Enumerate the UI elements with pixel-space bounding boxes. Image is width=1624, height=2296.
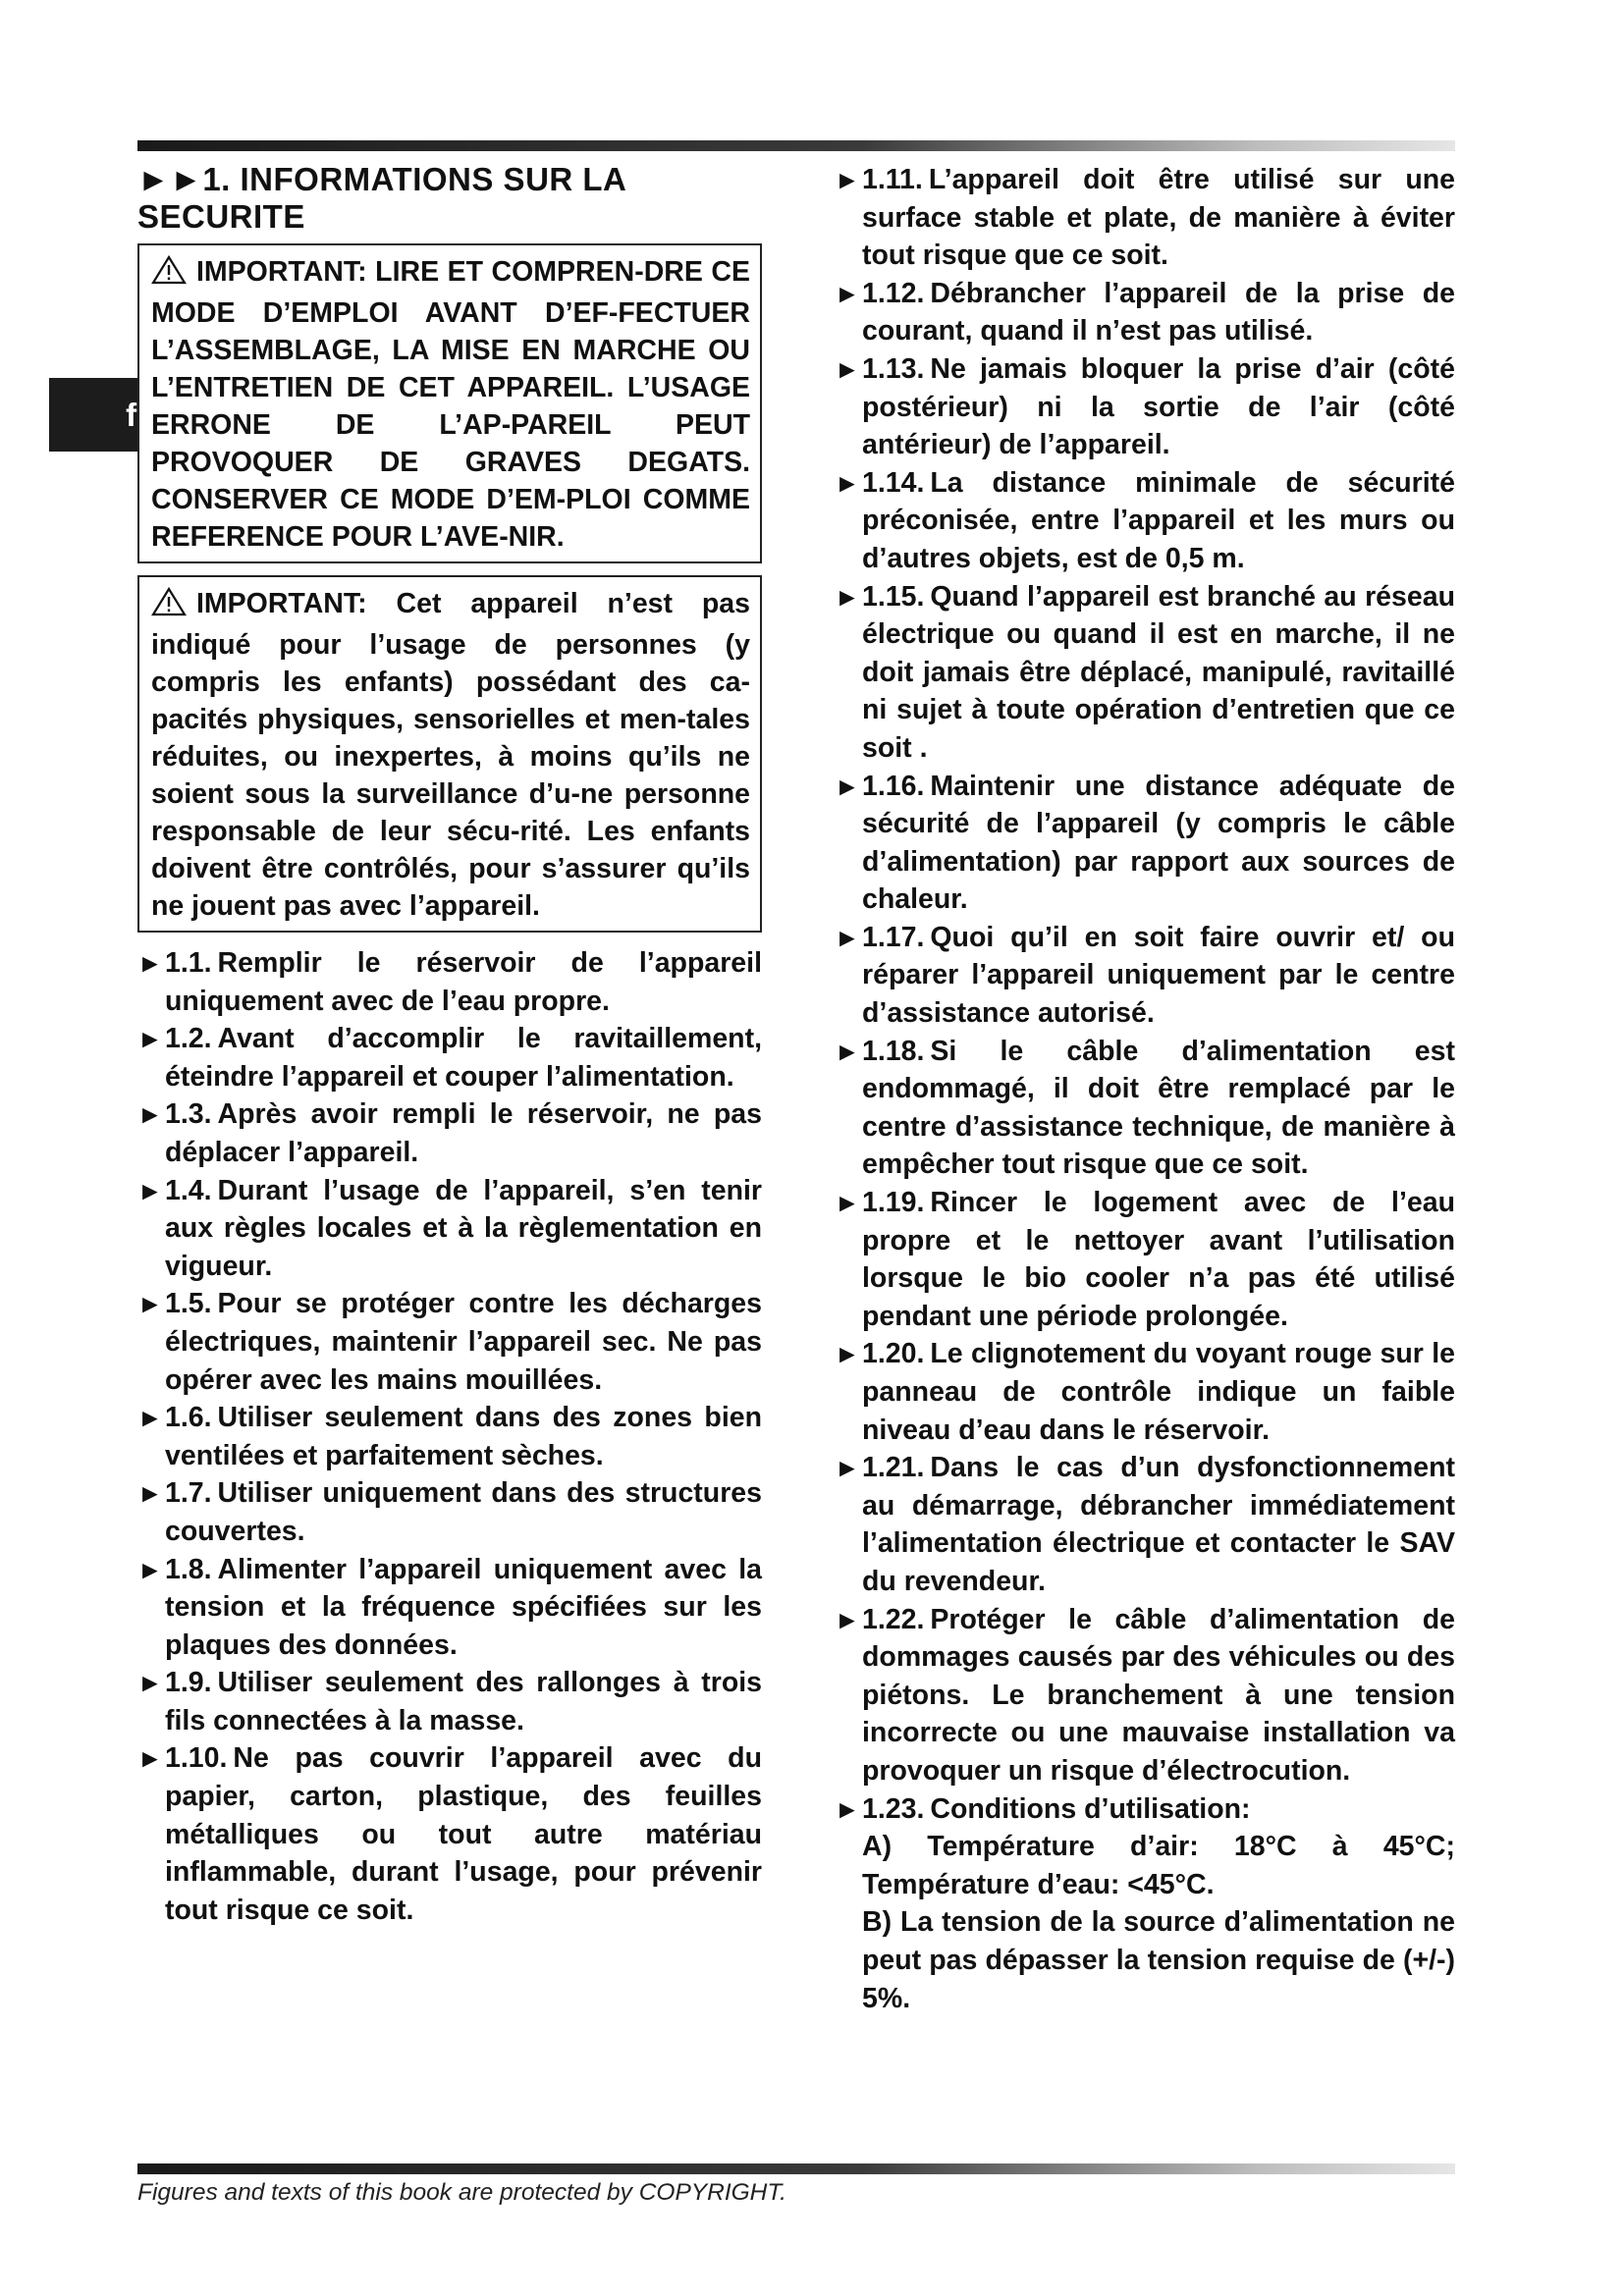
bullet-arrow-icon: ► (835, 165, 860, 194)
item-number: 1.14. (862, 466, 925, 499)
item-number: 1.10. (165, 1742, 228, 1775)
copyright-footer: Figures and texts of this book are protected by COPYRIGHT. (137, 2179, 786, 2206)
safety-item (835, 161, 1455, 275)
bottom-rule (137, 2163, 1455, 2174)
item-number: 1.17. (862, 921, 925, 953)
language-tab (49, 378, 149, 452)
bullet-arrow-icon: ► (137, 1743, 163, 1774)
bullet-arrow-icon: ► (835, 1036, 860, 1066)
bullet-arrow-icon: ► (835, 467, 860, 498)
item-text: Débrancher l’appareil de la prise de courant, quand il n’est pas utilisé. (862, 277, 1455, 347)
heading-arrows: ►► (137, 161, 203, 197)
safety-item (137, 1474, 762, 1550)
safety-item (137, 1399, 762, 1474)
item-number: 1.9. (165, 1667, 212, 1699)
warning-1-label: IMPORTANT: (196, 256, 367, 288)
safety-item (137, 1095, 762, 1171)
item-text: Maintenir une distance adéquate de sécurité de l’appareil (y compris le câble d’alimentation) par rapport aux sources de chaleur. (862, 770, 1455, 916)
item-text: La distance minimale de sécurité préconisée, entre l’appareil et les murs ou d’autres objets, est de 0,5 m. (862, 466, 1455, 574)
right-column (835, 161, 1455, 2017)
safety-item (835, 275, 1455, 350)
safety-item (835, 1033, 1455, 1184)
language-tab-label: fr (126, 396, 149, 433)
safety-item (137, 1664, 762, 1739)
condition-a: A) Température d’air: 18°C à 45°C; Température d’eau: <45°C. (862, 1831, 1455, 1900)
bullet-arrow-icon: ► (137, 948, 163, 978)
safety-item (835, 464, 1455, 578)
item-number: 1.11. (862, 164, 923, 195)
safety-item (835, 1184, 1455, 1335)
bullet-arrow-icon: ► (835, 1604, 860, 1634)
item-text: Utiliser uniquement dans des structures couvertes. (165, 1477, 762, 1547)
item-number: 1.2. (165, 1023, 212, 1055)
item-text: Si le câble d’alimentation est endommagé, il doit être remplacé par le centre d’assistance technique, de manière à empêcher tout risque que ce soit. (862, 1035, 1455, 1181)
bullet-arrow-icon: ► (835, 353, 860, 384)
item-number: 1.19. (862, 1187, 925, 1219)
bullet-arrow-icon: ► (835, 1339, 860, 1369)
warning-2-label: IMPORTANT: (196, 588, 367, 619)
safety-item (835, 1449, 1455, 1600)
bullet-arrow-icon: ► (137, 1175, 163, 1205)
bullet-arrow-icon: ► (137, 1289, 163, 1319)
safety-item (137, 1172, 762, 1286)
condition-b: B) La tension de la source d’alimentation ne peut pas dépasser la tension requise de (+/-) 5%. (862, 1906, 1455, 2014)
item-text: Conditions d’utilisation: (930, 1792, 1251, 1825)
heading-title-line2: SECURITE (137, 198, 305, 235)
safety-item (137, 1020, 762, 1095)
section-heading (137, 161, 762, 236)
item-text: Protéger le câble d’alimentation de dommages causés par des véhicules ou des piétons. Le branchement à une tension incorrecte ou une mauvaise installation va provoquer un risque d’électrocution. (862, 1603, 1455, 1787)
top-rule (137, 140, 1455, 151)
item-number: 1.23. (862, 1792, 925, 1825)
item-number: 1.22. (862, 1603, 925, 1635)
safety-item (835, 578, 1455, 768)
item-number: 1.16. (862, 770, 925, 802)
warning-2-text: Cet appareil n’est pas indiqué pour l’usage de personnes (y compris les enfants) possédant des ca-pacités physiques, sensorielles et men-tales réduites, ou inexpertes, à moins qu’ils ne soient sous la surveillance d’u-ne personne responsable de leur sécu-rité. Les enfants doivent être contrôlés, pour s’assurer qu’ils ne jouent pas avec l’appareil. (151, 588, 751, 922)
item-number: 1.7. (165, 1477, 212, 1510)
heading-title-line1: 1. INFORMATIONS SUR LA (202, 161, 627, 197)
item-text: Durant l’usage de l’appareil, s’en tenir aux règles locales et à la règlementation en vigueur. (165, 1174, 762, 1282)
item-text: Utiliser seulement dans des zones bien ventilées et parfaitement sèches. (165, 1402, 762, 1471)
warning-box-1 (137, 243, 762, 563)
bullet-arrow-icon: ► (137, 1099, 163, 1130)
bullet-arrow-icon: ► (835, 922, 860, 952)
bullet-arrow-icon: ► (835, 278, 860, 308)
item-number: 1.18. (862, 1035, 925, 1067)
item-text: Remplir le réservoir de l’appareil uniquement avec de l’eau propre. (165, 947, 762, 1017)
warning-triangle-icon (151, 587, 187, 626)
item-number: 1.20. (862, 1338, 925, 1370)
warning-box-2 (137, 575, 762, 933)
bullet-arrow-icon: ► (137, 1478, 163, 1509)
safety-item (835, 768, 1455, 919)
item-number: 1.5. (165, 1288, 212, 1320)
item-text: Avant d’accomplir le ravitaillement, éteindre l’appareil et couper l’alimentation. (165, 1023, 762, 1093)
bullet-arrow-icon: ► (835, 1188, 860, 1218)
bullet-arrow-icon: ► (835, 771, 860, 801)
item-text: Rincer le logement avec de l’eau propre et le nettoyer avant l’utilisation lorsque le bio cooler n’a pas été utilisé pendant une période prolongée. (862, 1187, 1455, 1332)
warning-triangle-icon (151, 255, 187, 294)
left-column (137, 161, 762, 1929)
item-text: Utiliser seulement des rallonges à trois fils connectées à la masse. (165, 1667, 762, 1736)
item-text: Après avoir rempli le réservoir, ne pas déplacer l’appareil. (165, 1098, 762, 1168)
item-number: 1.21. (862, 1452, 925, 1484)
safety-item (137, 944, 762, 1020)
bullet-arrow-icon: ► (137, 1024, 163, 1054)
item-text: Dans le cas d’un dysfonctionnement au démarrage, débrancher immédiatement l’alimentation électrique et contacter le SAV du revendeur. (862, 1452, 1455, 1597)
left-item-list (137, 944, 762, 1929)
item-number: 1.8. (165, 1553, 212, 1585)
safety-item (137, 1551, 762, 1665)
item-text: Le clignotement du voyant rouge sur le panneau de contrôle indique un faible niveau d’eau dans le réservoir. (862, 1338, 1455, 1446)
item-text: Quoi qu’il en soit faire ouvrir et/ ou réparer l’appareil uniquement par le centre d’assistance autorisé. (862, 921, 1455, 1030)
safety-item (835, 919, 1455, 1033)
item-number: 1.3. (165, 1098, 212, 1131)
bullet-arrow-icon: ► (137, 1403, 163, 1433)
safety-item (835, 1601, 1455, 1790)
item-text: Alimenter l’appareil uniquement avec la tension et la fréquence spécifiées sur les plaques des données. (165, 1553, 762, 1661)
item-text: Pour se protéger contre les décharges électriques, maintenir l’appareil sec. Ne pas opérer avec les mains mouillées. (165, 1288, 762, 1396)
item-text: Ne pas couvrir l’appareil avec du papier, carton, plastique, des feuilles métalliques ou tout autre matériau inflammable, durant l’usage, pour prévenir tout risque ce soit. (165, 1742, 762, 1926)
item-text: L’appareil doit être utilisé sur une surface stable et plate, de manière à éviter tout risque que ce soit. (862, 164, 1455, 272)
bullet-arrow-icon: ► (137, 1668, 163, 1698)
item-number: 1.4. (165, 1174, 212, 1206)
bullet-arrow-icon: ► (835, 581, 860, 612)
safety-item (835, 1335, 1455, 1449)
safety-item (137, 1285, 762, 1399)
warning-1-text: LIRE ET COMPREN-DRE CE MODE D’EMPLOI AVANT D’EF-FECTUER L’ASSEMBLAGE, LA MISE EN MARCHE OU L’ENTRETIEN DE CET APPAREIL. L’USAGE ERRONE DE L’AP-PAREIL PEUT PROVOQUER DE GRAVES DEGATS. CONSERVER CE MODE D’EM-PLOI COMME REFERENCE POUR L’AVE-NIR. (151, 256, 750, 553)
item-number: 1.15. (862, 580, 925, 613)
bullet-arrow-icon: ► (835, 1793, 860, 1824)
bullet-arrow-icon: ► (137, 1554, 163, 1584)
safety-item (835, 1790, 1455, 2018)
item-number: 1.12. (862, 277, 925, 309)
safety-item (835, 350, 1455, 464)
item-number: 1.1. (165, 947, 212, 979)
safety-item (137, 1739, 762, 1929)
item-text: Quand l’appareil est branché au réseau électrique ou quand il est en marche, il ne doit jamais être déplacé, manipulé, ravitaillé ni sujet à toute opération d’entretien que ce soit . (862, 580, 1455, 764)
bullet-arrow-icon: ► (835, 1453, 860, 1483)
item-text: Ne jamais bloquer la prise d’air (côté postérieur) ni la sortie de l’air (côté antérieur) de l’appareil. (862, 352, 1455, 461)
item-number: 1.13. (862, 352, 925, 385)
item-number: 1.6. (165, 1402, 212, 1434)
